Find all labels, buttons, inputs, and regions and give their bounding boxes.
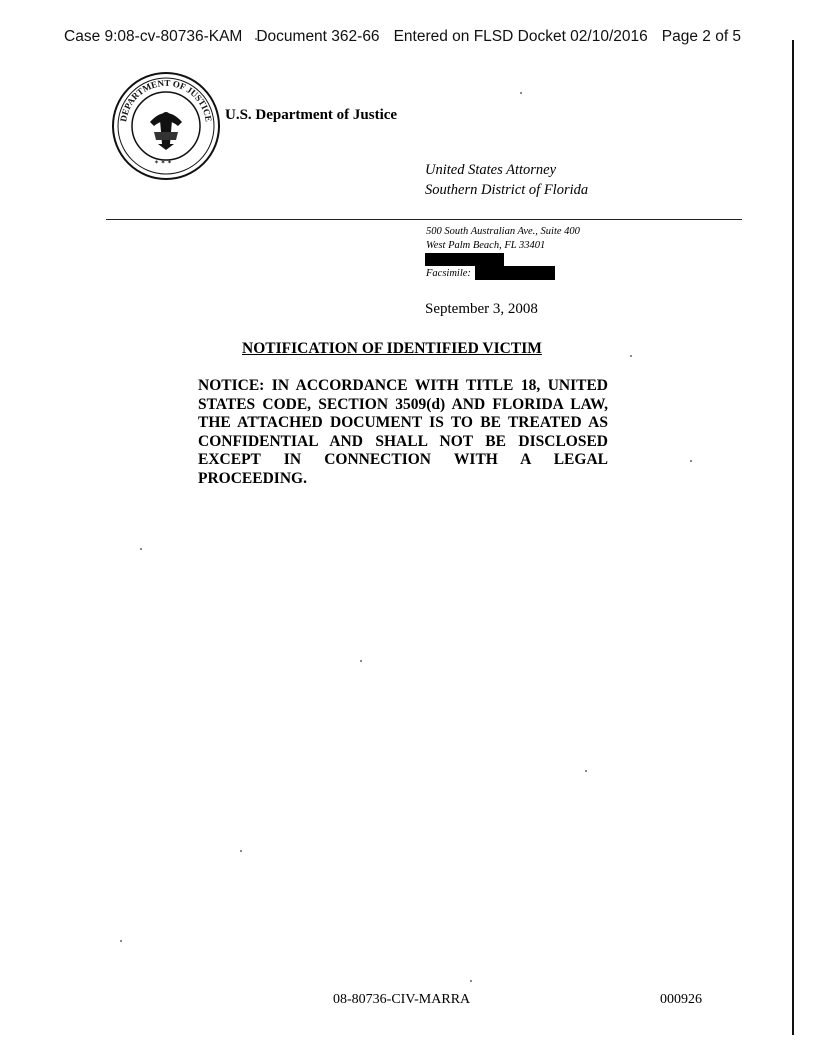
address-block xyxy=(426,225,580,253)
district-name: Southern District of Florida xyxy=(425,182,589,198)
case-header xyxy=(64,28,755,46)
docket-entry: Entered on FLSD Docket 02/10/2016 xyxy=(393,28,648,45)
seal-text: DEPARTMENT OF JUSTICE xyxy=(118,77,214,123)
doj-seal-icon xyxy=(110,70,222,182)
scan-speck xyxy=(585,770,587,772)
scan-speck xyxy=(140,548,142,550)
scan-speck xyxy=(255,38,257,40)
scan-speck xyxy=(360,660,362,662)
address-line-2: West Palm Beach, FL 33401 xyxy=(426,240,546,251)
bates-number: 000926 xyxy=(660,992,702,1007)
facsimile-label: Facsimile: xyxy=(426,267,471,279)
scan-edge-line xyxy=(792,40,794,1035)
letterhead-divider xyxy=(106,219,742,220)
scan-speck xyxy=(690,460,692,462)
letter-date: September 3, 2008 xyxy=(425,301,538,317)
office-block xyxy=(425,160,588,200)
scan-speck xyxy=(520,92,522,94)
page-number: Page 2 of 5 xyxy=(661,28,742,45)
footer-case-reference: 08-80736-CIV-MARRA xyxy=(333,992,471,1007)
scan-speck xyxy=(470,980,472,982)
svg-text:✶ ✶ ✶: ✶ ✶ ✶ xyxy=(154,160,173,166)
notification-title: NOTIFICATION OF IDENTIFIED VICTIM xyxy=(242,340,542,357)
redaction-block xyxy=(425,253,504,266)
scan-speck xyxy=(240,850,242,852)
scan-speck xyxy=(120,940,122,942)
scan-speck xyxy=(630,355,632,357)
facsimile-row xyxy=(426,266,555,280)
department-name: U.S. Department of Justice xyxy=(225,107,398,123)
case-number: Case 9:08-cv-80736-KAM xyxy=(64,28,243,45)
redaction-block xyxy=(475,266,555,280)
confidentiality-notice: NOTICE: IN ACCORDANCE WITH TITLE 18, UNITED STATES CODE, SECTION 3509(d) AND FLORIDA LAW, THE ATTACHED DOCUMENT IS TO BE TREATED AS CONFIDENTIAL AND SHALL NOT BE DISCLOSED EXCEPT IN CONNECTION WITH A LEGAL PROCEEDING. xyxy=(198,377,608,487)
document-number: Document 362-66 xyxy=(256,28,380,45)
office-title: United States Attorney xyxy=(425,162,557,178)
address-line-1: 500 South Australian Ave., Suite 400 xyxy=(426,226,580,237)
